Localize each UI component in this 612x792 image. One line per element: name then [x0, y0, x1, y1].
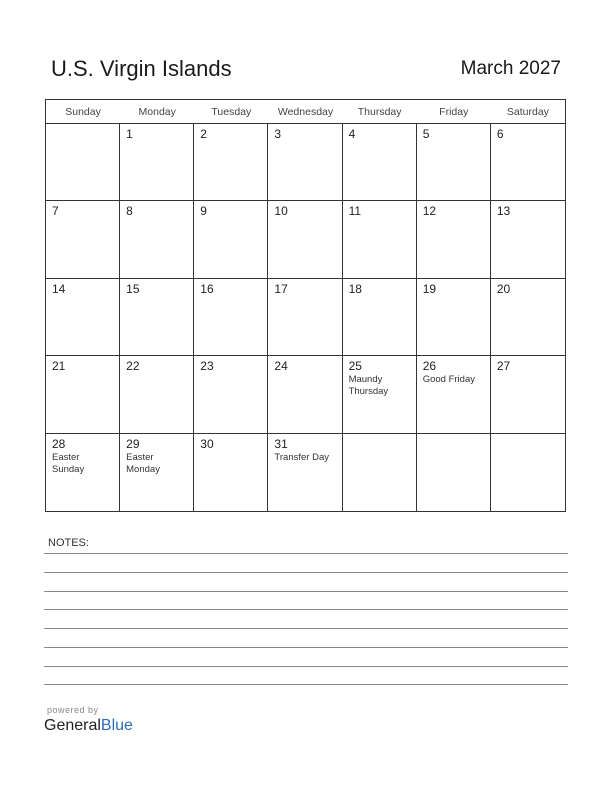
weekday-header: Monday — [120, 100, 194, 124]
day-number: 21 — [52, 359, 66, 374]
day-cell[interactable] — [46, 124, 120, 201]
day-number: 2 — [200, 127, 207, 141]
weekday-header: Saturday — [491, 100, 565, 124]
day-cell[interactable] — [417, 124, 491, 201]
day-cell[interactable] — [268, 279, 342, 356]
powered-by-text: powered by — [47, 705, 99, 715]
note-line — [44, 684, 568, 685]
day-number: 3 — [274, 127, 282, 141]
note-line — [44, 628, 568, 629]
day-number: 22 — [126, 359, 140, 374]
generalblue-logo[interactable] — [44, 717, 133, 735]
day-cell[interactable] — [120, 356, 194, 433]
day-cell[interactable] — [417, 279, 491, 356]
calendar-title: U.S. Virgin Islands — [51, 56, 232, 81]
day-number: 4 — [348, 127, 356, 141]
note-line — [44, 572, 568, 573]
weekday-header: Friday — [417, 100, 491, 124]
day-number: 30 — [200, 436, 214, 451]
weekday-header: Sunday — [46, 100, 120, 124]
day-cell[interactable] — [268, 434, 342, 511]
day-cell[interactable] — [491, 279, 565, 356]
day-number: 13 — [496, 204, 511, 219]
day-number: 19 — [422, 281, 437, 296]
day-number: 7 — [52, 204, 59, 219]
weekday-header: Tuesday — [194, 100, 268, 124]
day-number: 16 — [200, 281, 214, 296]
day-number: 11 — [348, 204, 362, 219]
note-line — [44, 553, 568, 554]
holiday-label: Maundy Thursday — [348, 374, 389, 398]
day-cell[interactable] — [46, 201, 120, 278]
holiday-label: Easter Sunday — [52, 451, 85, 475]
day-cell[interactable] — [491, 356, 565, 433]
day-number: 17 — [274, 281, 288, 296]
day-number: 20 — [496, 281, 511, 296]
holiday-label: Transfer Day — [274, 451, 329, 463]
day-cell[interactable] — [268, 356, 342, 433]
day-cell[interactable] — [268, 201, 342, 278]
day-cell[interactable] — [194, 124, 268, 201]
brand-general: General — [44, 717, 101, 734]
day-cell[interactable] — [194, 356, 268, 433]
brand-blue: Blue — [100, 717, 133, 734]
day-cell[interactable] — [120, 201, 194, 278]
day-number: 25 — [348, 359, 362, 374]
weekday-header: Thursday — [343, 100, 417, 124]
day-number: 29 — [126, 436, 140, 451]
day-number: 18 — [348, 281, 362, 296]
day-number: 23 — [200, 359, 214, 374]
day-cell[interactable] — [343, 356, 417, 433]
day-cell[interactable] — [417, 201, 491, 278]
day-cell[interactable] — [120, 279, 194, 356]
day-number: 31 — [274, 436, 288, 451]
note-line — [44, 647, 568, 648]
day-cell[interactable] — [343, 279, 417, 356]
day-number: 8 — [126, 204, 133, 219]
day-cell[interactable] — [417, 434, 491, 511]
day-cell[interactable] — [120, 124, 194, 201]
day-number: 6 — [496, 127, 504, 141]
note-line — [44, 591, 568, 592]
day-cell[interactable] — [120, 434, 194, 511]
day-number: 26 — [422, 359, 437, 374]
day-number: 9 — [200, 204, 207, 219]
holiday-label: Good Friday — [422, 374, 475, 386]
day-number: 10 — [274, 204, 288, 219]
day-cell[interactable] — [491, 434, 565, 511]
day-cell[interactable] — [268, 124, 342, 201]
day-number: 12 — [422, 204, 437, 219]
note-line — [44, 609, 568, 610]
day-cell[interactable] — [46, 356, 120, 433]
day-number: 28 — [52, 436, 66, 451]
day-cell[interactable] — [343, 201, 417, 278]
day-number: 1 — [126, 127, 133, 141]
day-number: 27 — [496, 359, 511, 374]
day-cell[interactable] — [491, 201, 565, 278]
day-cell[interactable] — [46, 434, 120, 511]
note-line — [44, 666, 568, 667]
day-number: 14 — [52, 281, 66, 296]
holiday-label: Easter Monday — [126, 451, 160, 475]
calendar-month: March 2027 — [460, 58, 561, 79]
day-number: 24 — [274, 359, 288, 374]
weekday-header: Wednesday — [268, 100, 342, 124]
day-cell[interactable] — [417, 356, 491, 433]
day-number: 5 — [422, 127, 430, 141]
day-cell[interactable] — [343, 124, 417, 201]
day-cell[interactable] — [194, 201, 268, 278]
calendar-grid — [45, 99, 566, 512]
notes-label: NOTES: — [48, 537, 89, 549]
day-cell[interactable] — [46, 279, 120, 356]
day-number: 15 — [126, 281, 140, 296]
day-cell[interactable] — [194, 279, 268, 356]
day-cell[interactable] — [491, 124, 565, 201]
day-cell[interactable] — [343, 434, 417, 511]
day-cell[interactable] — [194, 434, 268, 511]
